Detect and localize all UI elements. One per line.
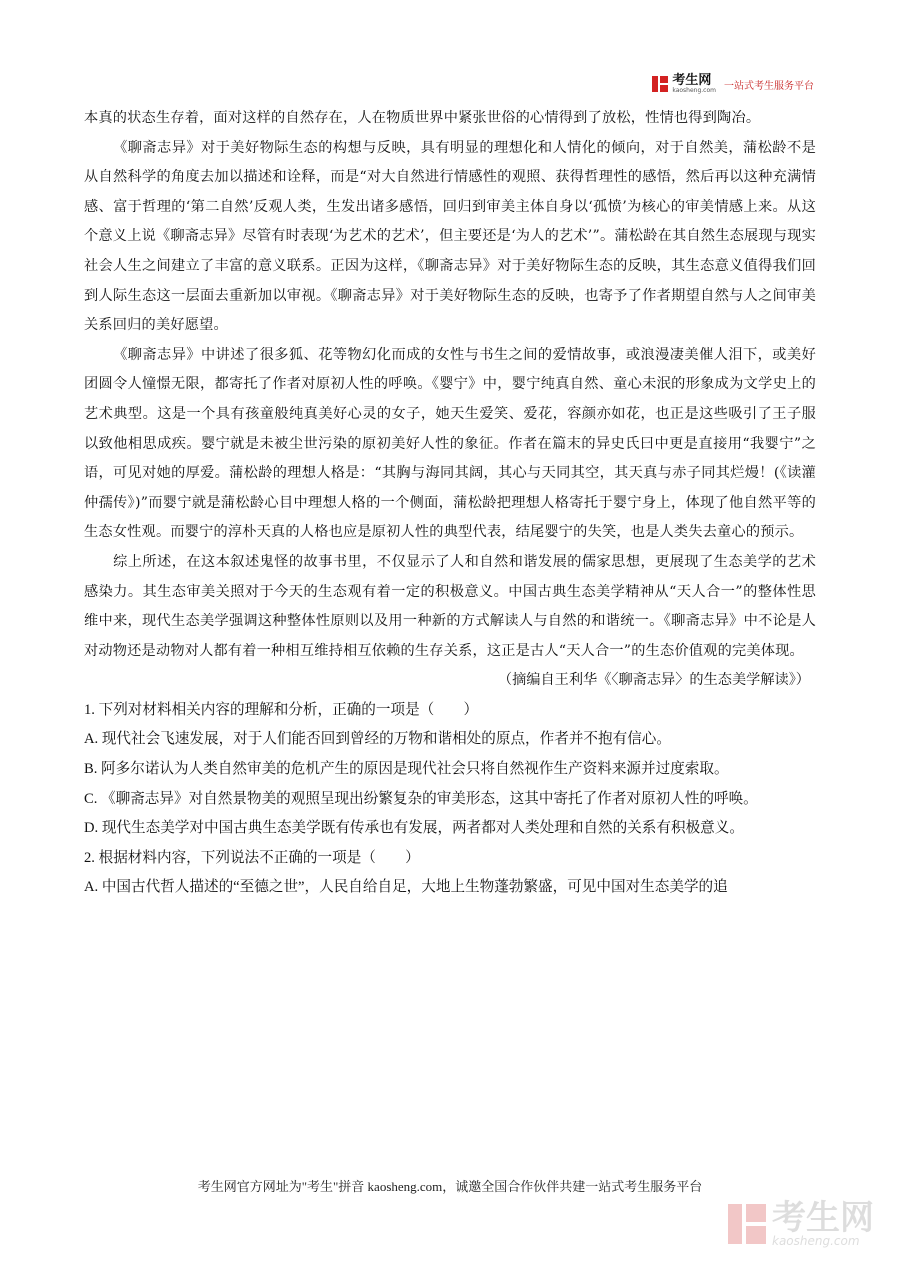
paragraph: 《聊斋志异》对于美好物际生态的构想与反映，具有明显的理想化和人情化的倾向，对于自然美，蒲松龄不是从自然科学的角度去加以描述和诠释，而是“对大自然进行情感性的观照、获得哲理性的感悟，然后再以这种充满情感、富于哲理的‘第二自然’反观人类，生发出诸多感悟，回归到审美主体自身以‘孤愤’为核心的审美情感上来。从这个意义上说《聊斋志异》尽管有时表现‘为艺术的艺术’，但主要还是‘为人的艺术’”。蒲松龄在其自然生态展现与现实社会人生之间建立了丰富的意义联系。正因为这样，《聊斋志异》对于美好物际生态的反映，其生态意义值得我们回到人际生态这一层面去重新加以审视。《聊斋志异》对于美好物际生态的反映，也寄予了作者期望自然与人之间审美关系回归的美好愿望。 xyxy=(84,139,816,334)
question-option: B. 阿多尔诺认为人类自然审美的危机产生的原因是现代社会只将自然视作生产资料来源并过度索取。 xyxy=(84,761,729,778)
header-logo[interactable] xyxy=(652,74,814,94)
paragraph: 《聊斋志异》中讲述了很多狐、花等物幻化而成的女性与书生之间的爱情故事，或浪漫凄美催人泪下，或美好团圆令人憧憬无限，都寄托了作者对原初人性的呼唤。《婴宁》中，婴宁纯真自然、童心未泯的形象成为文学史上的艺术典型。这是一个具有孩童般纯真美好心灵的女子，她天生爱笑、爱花，容颜亦如花，也正是这些吸引了王子服以致他相思成疾。婴宁就是未被尘世污染的原初美好人性的象征。作者在篇末的异史氏曰中更是直接用“我婴宁”之语，可见对她的厚爱。蒲松龄的理想人格是：“其胸与海同其阔，其心与天同其空，其天真与赤子同其烂熳！(《读灌仲孺传》)”而婴宁就是蒲松龄心目中理想人格的一个侧面，蒲松龄把理想人格寄托于婴宁身上，体现了他自然平等的生态女性观。而婴宁的淳朴天真的人格也应是原初人性的典型代表，结尾婴宁的失笑，也是人类失去童心的预示。 xyxy=(84,346,816,541)
footer-text[interactable]: 考生网官方网址为"考生"拼音 kaosheng.com，诚邀全国合作伙伴共建一站式考生服务平台 xyxy=(197,1179,703,1194)
watermark-logo-icon xyxy=(728,1204,766,1244)
header-brand xyxy=(672,74,716,94)
question-option: C. 《聊斋志异》对自然景物美的观照呈现出纷繁复杂的审美形态，这其中寄托了作者对原初人性的呼唤。 xyxy=(84,790,758,807)
source-citation: （摘编自王利华《〈聊斋志异〉的生态美学解读》） xyxy=(497,672,810,689)
watermark-brand-domain: kaosheng.com xyxy=(772,1234,860,1248)
header-brand-domain: kaosheng.com xyxy=(672,87,716,94)
watermark-logo xyxy=(728,1198,874,1248)
question-stem: 2. 根据材料内容，下列说法不正确的一项是（ ） xyxy=(84,849,420,866)
question-option: A. 现代社会飞速发展，对于人们能否回到曾经的万物和谐相处的原点，作者并不抱有信心。 xyxy=(84,731,671,748)
question-stem: 1. 下列对材料相关内容的理解和分析，正确的一项是（ ） xyxy=(84,701,479,718)
header-brand-name: 考生网 xyxy=(672,73,712,88)
paragraph: 本真的状态生存着，面对这样的自然存在，人在物质世界中紧张世俗的心情得到了放松，性情也得到陶冶。 xyxy=(84,110,761,126)
watermark-brand-name: 考生网 xyxy=(772,1198,874,1238)
kaosheng-logo-icon xyxy=(652,76,668,92)
article-body xyxy=(84,104,816,903)
question-option: A. 中国古代哲人描述的“至德之世”，人民自给自足，大地上生物蓬勃繁盛，可见中国对生态美学的追 xyxy=(84,879,728,896)
question-option: D. 现代生态美学对中国古典生态美学既有传承也有发展，两者都对人类处理和自然的关系有积极意义。 xyxy=(84,820,744,837)
header-slogan: 一站式考生服务平台 xyxy=(724,80,814,92)
paragraph: 综上所述，在这本叙述鬼怪的故事书里，不仅显示了人和自然和谐发展的儒家思想，更展现了生态美学的艺术感染力。其生态审美关照对于今天的生态观有着一定的积极意义。中国古典生态美学精神从“天人合一”的整体性思维中来，现代生态美学强调这种整体性原则以及用一种新的方式解读人与自然的和谐统一。《聊斋志异》中不论是人对动物还是动物对人都有着一种相互维持相互依赖的生存关系，这正是古人“天人合一”的生态价值观的完美体现。 xyxy=(84,553,816,659)
watermark-brand xyxy=(772,1198,874,1248)
